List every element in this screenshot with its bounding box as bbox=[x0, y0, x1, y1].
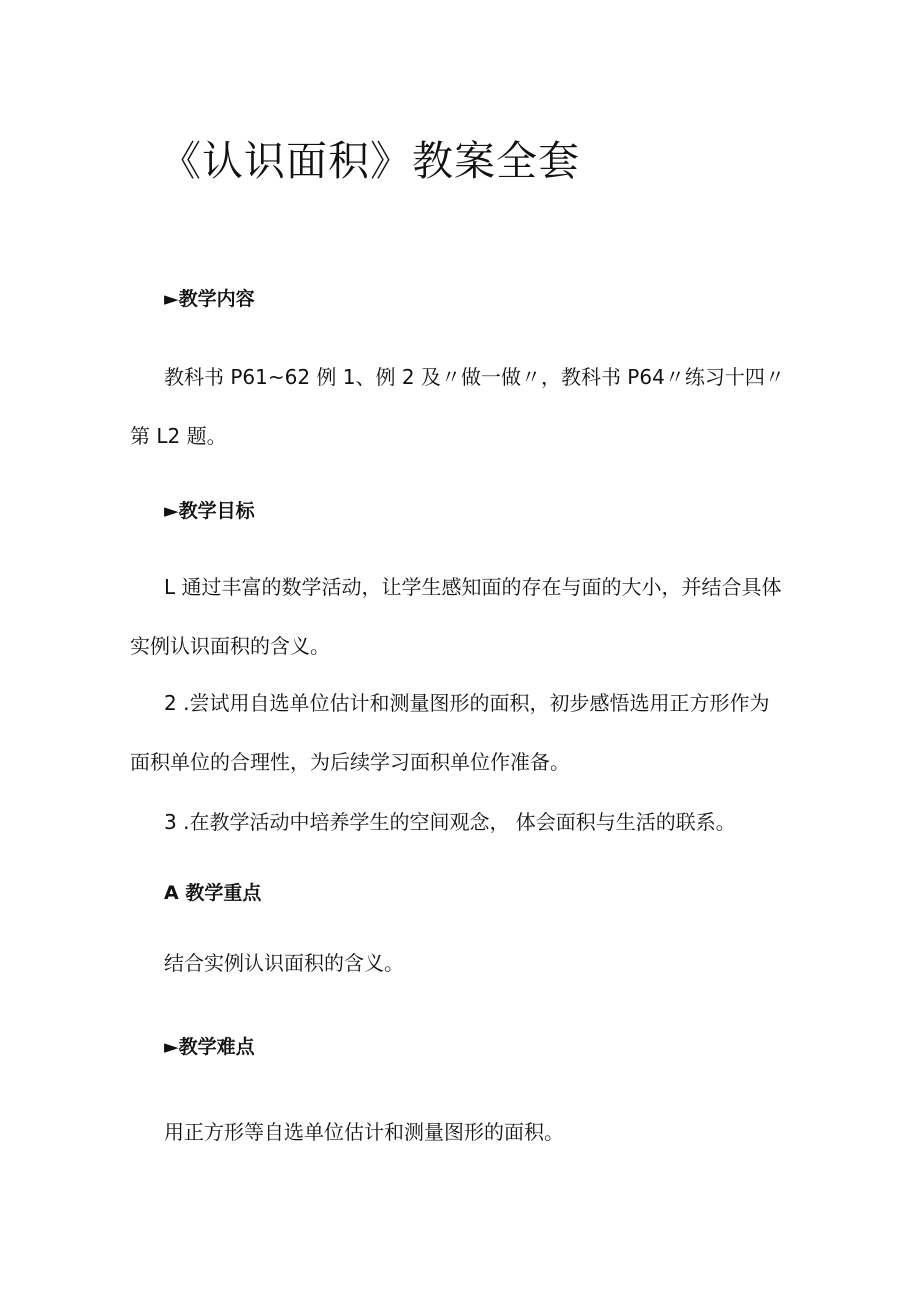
difficulties-line-1: 用正方形等自选单位估计和测量图形的面积。 bbox=[164, 1120, 564, 1144]
section-heading-objectives: ►教学目标 bbox=[164, 500, 255, 522]
key-points-line-1: 结合实例认识面积的含义。 bbox=[164, 951, 404, 975]
objective-item-3 bbox=[130, 793, 736, 852]
difficulties-paragraph bbox=[164, 1103, 564, 1162]
content-line-2: 第 L2 题。 bbox=[130, 424, 227, 448]
objective-1-line-1: L 通过丰富的数学活动，让学生感知面的存在与面的大小，并结合具体 bbox=[164, 575, 782, 599]
objective-2-line-1: 2 .尝试用自选单位估计和测量图形的面积，初步感悟选用正方形作为 bbox=[164, 691, 770, 715]
objective-1-line-2: 实例认识面积的含义。 bbox=[130, 634, 330, 658]
document-title: 《认识面积》教案全套 bbox=[160, 137, 580, 185]
objective-3-line-1: 3 .在教学活动中培养学生的空间观念， 体会面积与生活的联系。 bbox=[164, 810, 736, 834]
objective-item-1 bbox=[130, 558, 782, 676]
section-heading-difficulties: ►教学难点 bbox=[164, 1036, 255, 1058]
section-heading-key-points: A 教学重点 bbox=[164, 882, 262, 904]
objective-2-line-2: 面积单位的合理性，为后续学习面积单位作准备。 bbox=[130, 750, 570, 774]
content-paragraph bbox=[130, 348, 785, 466]
content-line-1: 教科书 P61~62 例 1、例 2 及〃做一做〃，教科书 P64〃练习十四〃 bbox=[164, 365, 785, 389]
key-points-paragraph bbox=[164, 934, 404, 993]
objective-item-2 bbox=[130, 674, 769, 792]
section-heading-content: ►教学内容 bbox=[164, 288, 255, 310]
